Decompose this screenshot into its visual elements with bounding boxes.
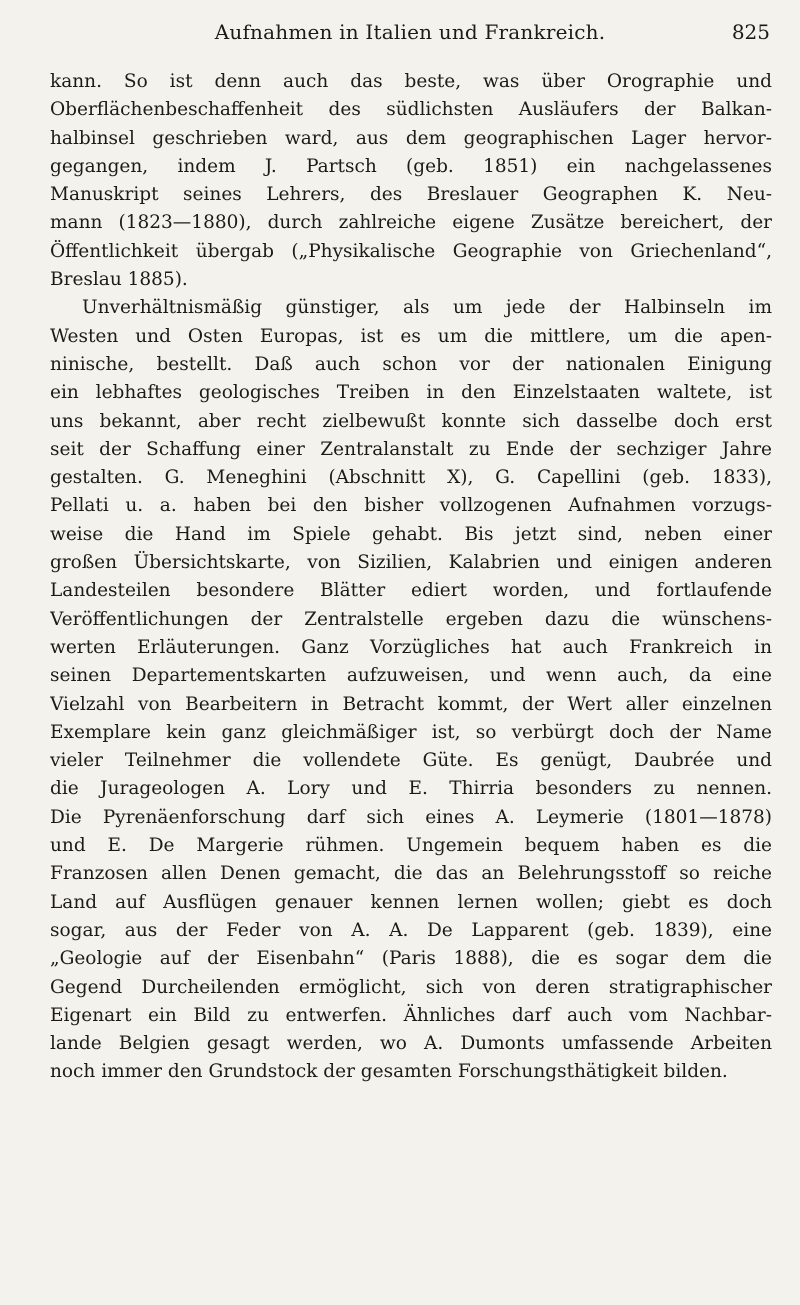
text-line: Exemplare kein ganz gleichmäßiger ist, so verbürgt doch der Name	[50, 721, 772, 743]
text-line: Franzosen allen Denen gemacht, die das an Belehrungsstoff so reiche	[50, 863, 772, 885]
text-line: Westen und Osten Europas, ist es um die mittlere, um die apen-	[50, 325, 772, 347]
text-line: mann (1823—1880), durch zahlreiche eigene Zusätze bereichert, der	[50, 212, 772, 234]
text-line: großen Übersichtskarte, von Sizilien, Kalabrien und einigen anderen	[50, 552, 772, 574]
text-line: weise die Hand im Spiele gehabt. Bis jetzt sind, neben einer	[50, 523, 772, 545]
text-line: Die Pyrenäenforschung darf sich eines A. Leymerie (1801—1878)	[50, 806, 772, 828]
text-line: ein lebhaftes geologisches Treiben in den Einzelstaaten waltete, ist	[50, 382, 772, 404]
text-line: Land auf Ausflügen genauer kennen lernen wollen; giebt es doch	[50, 891, 772, 913]
text-line: Pellati u. a. haben bei den bisher vollzogenen Aufnahmen vorzugs-	[50, 495, 772, 517]
text-line: werten Erläuterungen. Ganz Vorzügliches hat auch Frankreich in	[50, 636, 772, 658]
text-line: und E. De Margerie rühmen. Ungemein bequem haben es die	[50, 835, 772, 857]
text-line: seinen Departementskarten aufzuweisen, und wenn auch, da eine	[50, 665, 772, 687]
text-line: halbinsel geschrieben ward, aus dem geographischen Lager hervor-	[50, 127, 772, 149]
text-line: ninische, bestellt. Daß auch schon vor der nationalen Einigung	[50, 353, 772, 375]
text-line: kann. So ist denn auch das beste, was über Orographie und	[50, 71, 772, 92]
text-line: noch immer den Grundstock der gesamten Forschungsthätigkeit bilden.	[50, 1061, 728, 1083]
text-line: sogar, aus der Feder von A. A. De Lapparent (geb. 1839), eine	[50, 919, 772, 941]
page-number: 825	[731, 20, 770, 44]
text-line: Öffentlichkeit übergab („Physikalische Geographie von Griechenland“,	[50, 240, 772, 262]
running-head	[50, 20, 770, 60]
text-line: Oberflächenbeschaffenheit des südlichsten Ausläufers der Balkan-	[50, 99, 772, 121]
text-line: „Geologie auf der Eisenbahn“ (Paris 1888), die es sogar dem die	[50, 948, 772, 970]
body-text	[50, 68, 772, 1087]
running-title: Aufnahmen in Italien und Frankreich.	[214, 20, 606, 44]
text-line: vieler Teilnehmer die vollendete Güte. Es genügt, Daubrée und	[50, 750, 772, 772]
text-line: seit der Schaffung einer Zentralanstalt zu Ende der sechziger Jahre	[50, 438, 772, 460]
text-line: Veröffentlichungen der Zentralstelle ergeben dazu die wünschens-	[50, 608, 772, 630]
text-line: gestalten. G. Meneghini (Abschnitt X), G. Capellini (geb. 1833),	[50, 467, 772, 489]
text-line: Vielzahl von Bearbeitern in Betracht kommt, der Wert aller einzelnen	[50, 693, 772, 715]
text-line: gegangen, indem J. Partsch (geb. 1851) ein nachgelassenes	[50, 155, 772, 177]
text-line: Gegend Durcheilenden ermöglicht, sich von deren stratigraphischer	[50, 976, 772, 998]
text-line: Eigenart ein Bild zu entwerfen. Ähnliches darf auch vom Nachbar-	[50, 1004, 772, 1026]
text-line: die Jurageologen A. Lory und E. Thirria besonders zu nennen.	[50, 778, 772, 800]
text-line: uns bekannt, aber recht zielbewußt konnte sich dasselbe doch erst	[50, 410, 772, 432]
text-line: Unverhältnismäßig günstiger, als um jede der Halbinseln im	[82, 297, 772, 319]
text-line: Manuskript seines Lehrers, des Breslauer Geographen K. Neu-	[50, 184, 772, 206]
text-line: lande Belgien gesagt werden, wo A. Dumonts umfassende Arbeiten	[50, 1033, 772, 1055]
text-line: Landesteilen besondere Blätter ediert worden, und fortlaufende	[50, 580, 772, 602]
text-line: Breslau 1885).	[50, 269, 188, 291]
